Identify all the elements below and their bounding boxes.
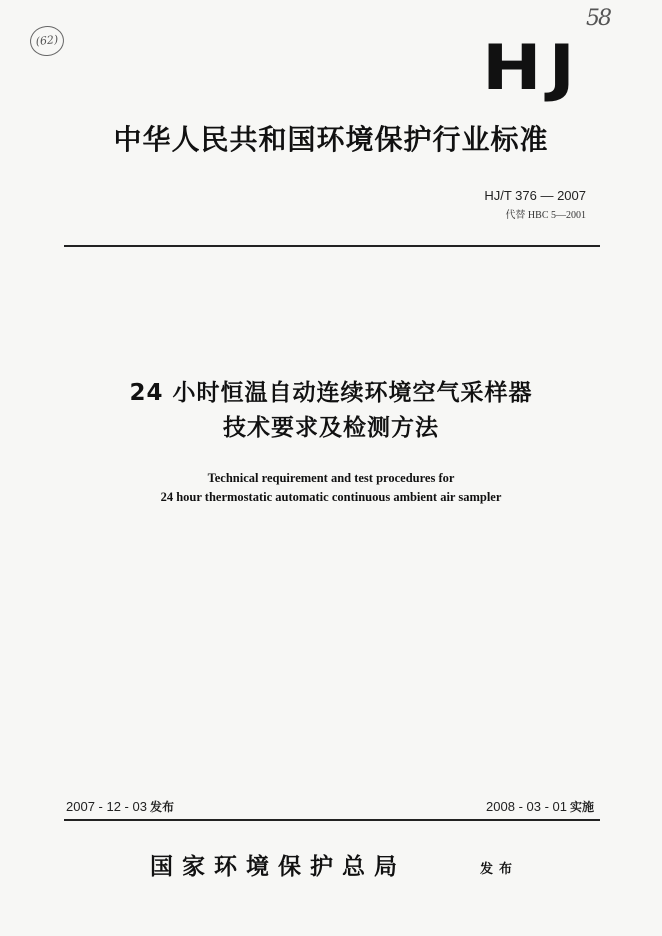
chinese-title-line-1: 24 小时恒温自动连续环境空气采样器 (129, 380, 533, 406)
replaces-note: 代替 HBC 5—2001 (505, 210, 586, 221)
bottom-divider (64, 819, 600, 821)
english-title-line-2: 24 hour thermostatic automatic continuous ambient air sampler (160, 490, 502, 504)
issue-date-label: 发布 (149, 800, 174, 814)
chinese-title-line-2: 技术要求及检测方法 (223, 415, 439, 441)
hj-logo: HJ (481, 31, 582, 104)
standard-number: HJ/T 376 — 2007 (484, 188, 586, 203)
handwritten-annotation: 58 (586, 6, 610, 31)
publisher-action: 发布 (480, 862, 519, 877)
implementation-date (486, 798, 594, 815)
issuer-title: 中华人民共和国环境保护行业标准 (113, 123, 549, 156)
implementation-date-label: 实施 (569, 800, 594, 814)
issue-date (66, 798, 174, 815)
issue-date-value: 2007 - 12 - 03 (66, 799, 147, 814)
publisher-name: 国家环境保护总局 (150, 853, 406, 880)
english-title-line-1: Technical requirement and test procedures for (207, 471, 455, 485)
implementation-date-value: 2008 - 03 - 01 (486, 799, 567, 814)
top-divider (64, 245, 600, 247)
handwritten-page-number: (62) (29, 24, 66, 57)
